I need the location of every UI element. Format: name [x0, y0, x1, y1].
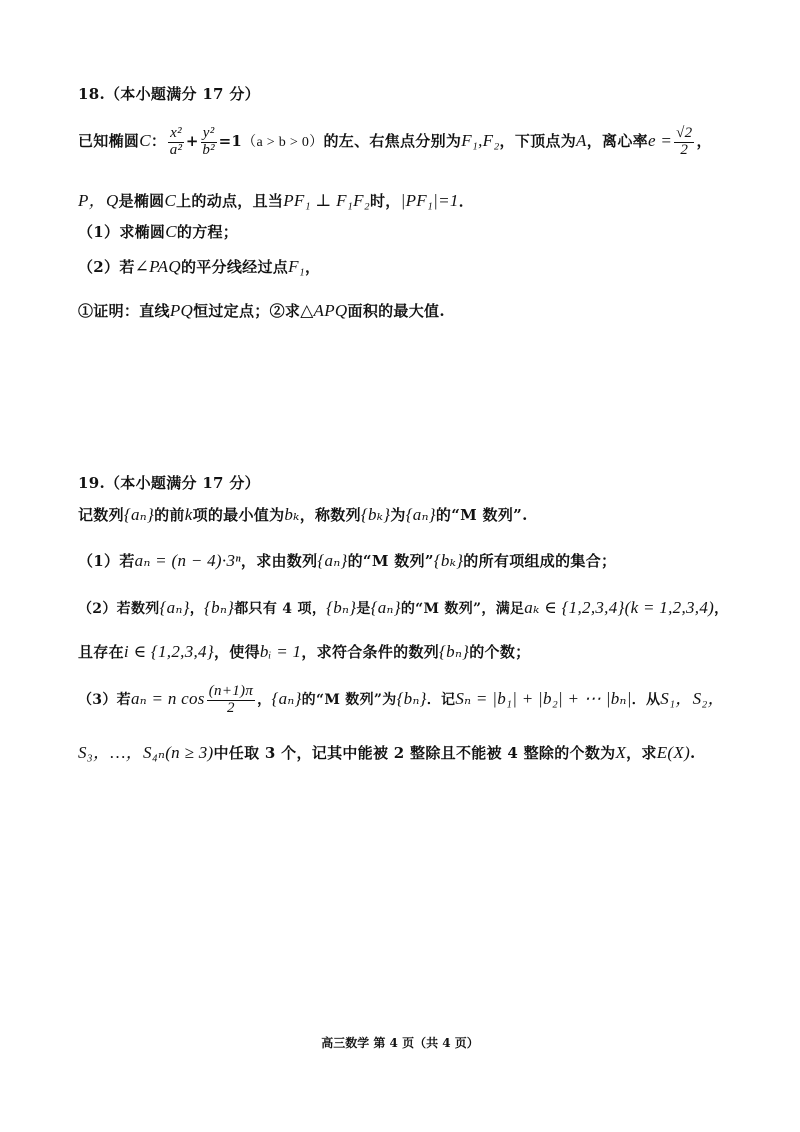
q18-line1 — [78, 118, 712, 164]
condition-i: i ∈ {1,2,3,4} — [123, 642, 214, 661]
pf1-value: |PF₁|=1 — [400, 191, 459, 210]
page-footer: 高三数学 第 4 页（共 4 页） — [321, 1036, 479, 1050]
plus-sign: + — [185, 132, 199, 150]
q19-p3-mid4: ．从 — [631, 692, 661, 708]
triangle-apq: △APQ — [300, 301, 348, 320]
line-pq: PQ — [169, 301, 194, 320]
focus-f1: F₁ — [288, 257, 305, 276]
seq-bk-2: {bₖ} — [433, 551, 464, 570]
q18-header-text: 18.（本小题满分 17 分） — [78, 85, 260, 103]
seq-an-4: {aₙ} — [159, 598, 190, 617]
q18-sub-text: ①证明：直线 — [78, 302, 170, 320]
q19-p2-end: ， — [714, 601, 729, 617]
q19-p3-pre: （3）若 — [78, 692, 131, 708]
q19-p1-mid: ，求由数列 — [240, 552, 318, 570]
q18-part1 — [78, 221, 238, 242]
angle-paq: ∠PAQ — [134, 257, 181, 276]
comma: ， — [696, 132, 712, 150]
seq-an-5: {aₙ} — [370, 598, 401, 617]
q19-line1-end: 的“M 数列”. — [435, 506, 528, 524]
q18-line1-mid2: ，下顶点为 — [499, 132, 577, 150]
var-k: k — [184, 505, 193, 524]
vertex-a: A — [576, 131, 587, 150]
seq-an-2: {aₙ} — [405, 505, 436, 524]
perpendicular-condition: PF₁ ⊥ F₁F₂ — [283, 191, 370, 210]
seq-bn-2: {bₙ} — [326, 598, 357, 617]
q19-p3b-end: . — [690, 744, 696, 762]
q19-line1-mid4: 为 — [390, 506, 406, 524]
q19-part2b — [78, 641, 530, 662]
condition-a-b: （a > b > 0） — [242, 135, 324, 150]
separator: ， — [189, 601, 205, 617]
seq-bn-4: {bₙ} — [396, 689, 427, 708]
q19-p2-mid3: 的“M 数列”，满足 — [400, 601, 525, 617]
q18-line2 — [78, 186, 474, 211]
var-x: X — [615, 743, 627, 762]
q19-p2b-mid2: ，求符合条件的数列 — [301, 643, 440, 661]
q18-line1-mid: 的左、右焦点分别为 — [323, 132, 462, 150]
var-bk: bₖ — [284, 505, 300, 524]
s3-s4n: S₃，…，S₄ₙ(n ≥ 3) — [78, 743, 214, 762]
ellipse-c-3: C — [165, 222, 177, 241]
q18-part2 — [78, 256, 320, 277]
frac-den-2: 2 — [680, 141, 689, 158]
seq-bn: {bₙ} — [204, 598, 235, 617]
q18-header — [78, 83, 260, 104]
q18-part1-text: （1）求椭圆 — [78, 223, 166, 241]
q19-p3b-mid2: ，求 — [626, 744, 657, 762]
q19-p2-mid: 都只有 4 项， — [234, 601, 327, 617]
q18-line1-pre: 已知椭圆 — [78, 132, 140, 150]
q19-p2b-pre: 且存在 — [78, 643, 124, 661]
q19-p2-mid2: 是 — [356, 601, 371, 617]
q18-sub-mid: 恒过定点；②求 — [193, 302, 301, 320]
seq-bk: {bₖ} — [360, 505, 391, 524]
q19-line1-mid2: 项的最小值为 — [192, 506, 285, 524]
fraction-cos-arg — [207, 684, 255, 717]
q18-part2-text: （2）若 — [78, 258, 135, 276]
q18-line2-text3: 时， — [369, 192, 401, 210]
eccentricity-e: e = — [647, 131, 673, 150]
q19-p2b-end: 的个数； — [469, 643, 531, 661]
formula-an: aₙ = (n − 4)·3ⁿ — [134, 551, 241, 570]
q18-line1-mid3: ，离心率 — [586, 132, 648, 150]
q19-line1-mid3: ，称数列 — [299, 506, 361, 524]
formula-an-cos: aₙ = n cos — [130, 689, 205, 708]
q18-line2-text: 是椭圆 — [118, 192, 165, 210]
fraction-x2-a2 — [168, 126, 184, 159]
q19-p1-mid2: 的“M 数列” — [347, 552, 434, 570]
q18-part1-end: 的方程； — [176, 223, 239, 241]
fraction-y2-b2 — [201, 126, 217, 159]
q19-p1-end: 的所有项组成的集合； — [463, 552, 617, 570]
ellipse-c-2: C — [164, 191, 177, 210]
frac-den-2b: 2 — [227, 699, 235, 716]
ellipse-c: C — [139, 131, 151, 150]
q19-p2-pre: （2）若数列 — [78, 601, 160, 617]
q19-line1-pre: 记数列 — [78, 506, 124, 524]
q19-header-text: 19.（本小题满分 17 分） — [78, 474, 260, 492]
q19-part3b — [78, 738, 696, 763]
seq-an-6: {aₙ} — [271, 689, 302, 708]
frac-den-b2: b² — [202, 141, 215, 158]
frac-den-a2: a² — [169, 141, 183, 158]
seq-bn-3: {bₙ} — [439, 642, 470, 661]
formula-sn: Sₙ = |b₁| + |b₂| + ⋯ |bₙ| — [455, 689, 632, 708]
seq-an: {aₙ} — [123, 505, 155, 524]
q18-sub — [78, 300, 445, 321]
s1-s2: S₁，S₂， — [660, 689, 725, 708]
q18-sub-end: 面积的最大值. — [347, 302, 445, 320]
q19-part2 — [78, 598, 728, 618]
q19-p3-mid2: 的“M 数列”为 — [301, 692, 397, 708]
q19-part1 — [78, 550, 616, 571]
q19-line1 — [78, 504, 528, 525]
equals-one: =1 — [218, 132, 243, 150]
q19-p3-mid3: ．记 — [426, 692, 456, 708]
q19-part3 — [78, 676, 725, 722]
colon: ： — [150, 132, 167, 150]
q19-header — [78, 472, 260, 493]
points-pq: P，Q — [78, 191, 119, 210]
seq-an-3: {aₙ} — [317, 551, 348, 570]
q18-line2-text2: 上的动点，且当 — [176, 192, 284, 210]
expectation-ex: E(X) — [656, 743, 691, 762]
q19-p2b-mid: ，使得 — [213, 643, 260, 661]
frac-num-x2: x² — [170, 124, 182, 141]
condition-ak: aₖ ∈ {1,2,3,4}(k = 1,2,3,4) — [524, 598, 715, 617]
q18-line2-end: ． — [458, 192, 475, 210]
q18-part2-mid: 的平分线经过点 — [180, 258, 289, 276]
q19-p1-pre: （1）若 — [78, 552, 135, 570]
frac-num-y2: y² — [202, 124, 215, 141]
fraction-sqrt2-2 — [674, 126, 694, 159]
frac-num-n1pi: (n+1)π — [208, 682, 254, 699]
q19-line1-mid: 的前 — [154, 506, 185, 524]
q19-p3b-mid: 中任取 3 个，记其中能被 2 整除且不能被 4 整除的个数为 — [213, 744, 616, 762]
foci: F₁,F₂ — [461, 131, 500, 150]
bi-equals-one: bᵢ = 1 — [259, 642, 302, 661]
frac-num-sqrt2: √2 — [676, 124, 693, 141]
q18-part2-end: ， — [304, 258, 321, 276]
q19-p3-mid: ， — [257, 692, 272, 708]
